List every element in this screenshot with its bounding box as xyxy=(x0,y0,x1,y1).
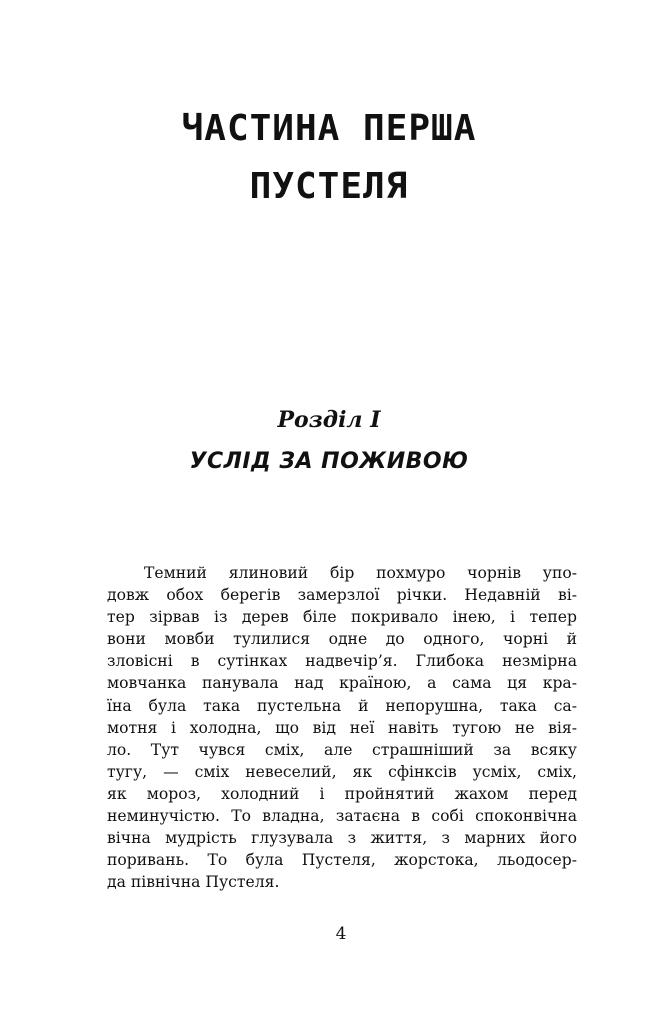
text-line: тер зірвав із дерев біле покривало інею, і тепер xyxy=(107,608,577,627)
text-line: довж обох берегів замерзлої річки. Недавній ві- xyxy=(107,586,577,605)
text-line: як мороз, холодний і пройнятий жахом перед xyxy=(107,784,577,803)
part-title xyxy=(0,100,658,216)
text-line: поривань. То була Пустеля, жорстока, льодосер- xyxy=(107,851,577,870)
part-title-line-1: ЧАСТИНА ПЕРША xyxy=(181,108,477,149)
text-line: мотня і холодна, що від неї навіть тугою не вія- xyxy=(107,718,577,737)
page-number: 4 xyxy=(335,924,347,944)
text-line: да північна Пустеля. xyxy=(107,873,280,892)
text-line: вічна мудрість глузувала з життя, з марних його xyxy=(107,829,577,848)
text-line: ло. Тут чувся сміх, але страшніший за всяку xyxy=(107,740,577,759)
text-line: зловісні в сутінках надвечір’я. Глибока незмірна xyxy=(107,652,577,671)
chapter-label: Розділ I xyxy=(277,407,381,433)
text-line: тугу, — сміх невеселий, як сфінксів усміх, сміх, xyxy=(107,762,577,781)
body-paragraph xyxy=(107,562,577,893)
chapter-title: УСЛІД ЗА ПОЖИВОЮ xyxy=(189,449,469,474)
chapter-heading xyxy=(0,404,658,478)
text-line: вони мовби тулилися одне до одного, чорні й xyxy=(107,630,577,649)
text-line: неминучістю. То владна, затаєна в собі споконвічна xyxy=(107,807,577,826)
part-title-line-2: ПУСТЕЛЯ xyxy=(249,166,409,207)
text-line: Темний ялиновий бір похмуро чорнів упо- xyxy=(144,564,577,582)
text-line: мовчанка панувала над країною, а сама ця кра- xyxy=(107,674,577,693)
text-line: їна була така пустельна й непорушна, така са- xyxy=(107,696,577,715)
